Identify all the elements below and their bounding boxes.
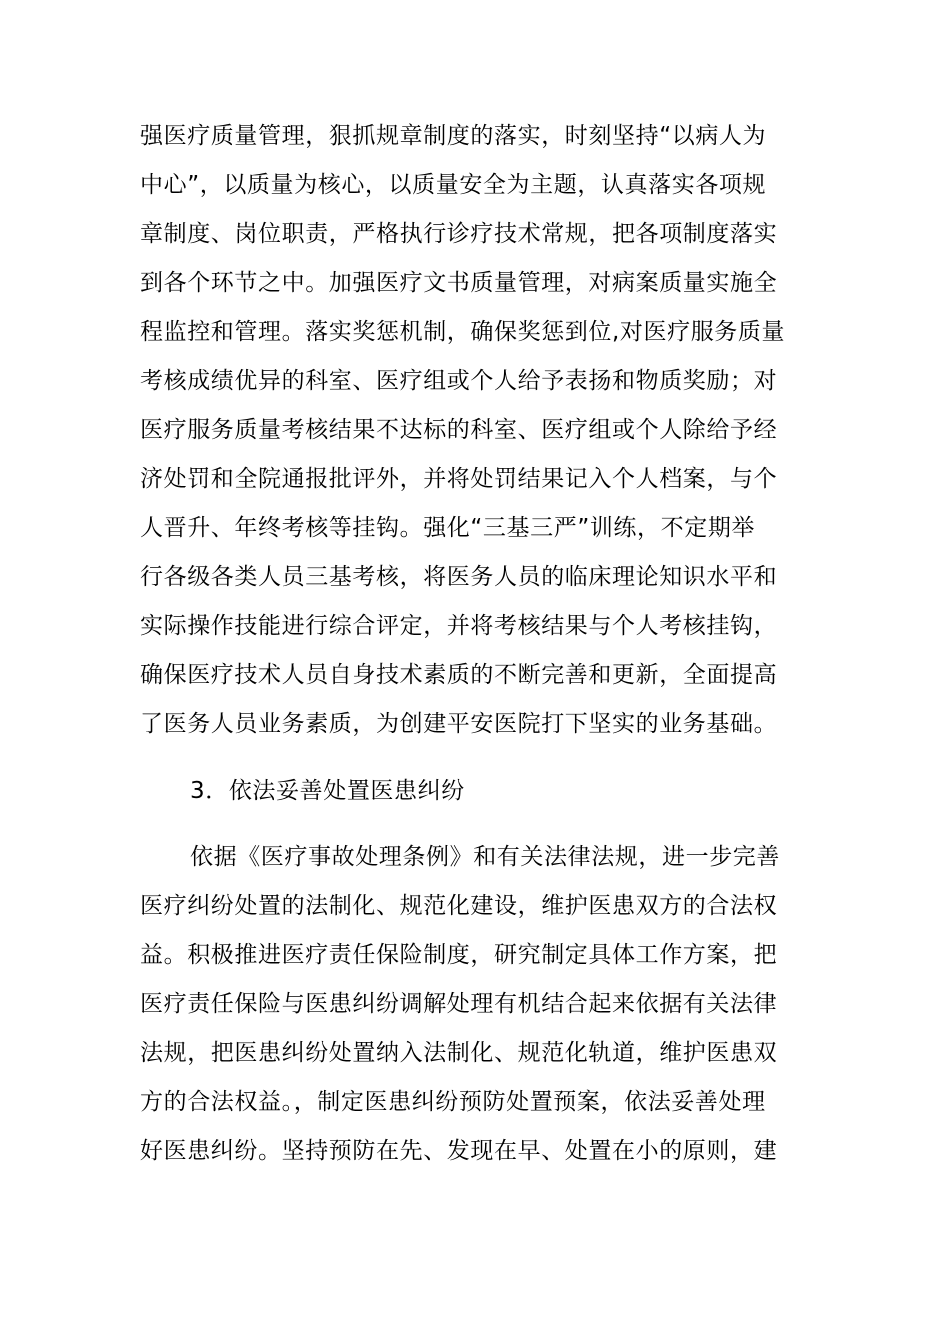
text-line: 实际操作技能进行综合评定，并将考核结果与个人考核挂钩， bbox=[140, 613, 778, 639]
text-line: 医疗纠纷处置的法制化、规范化建设，维护医患双方的合法权 bbox=[140, 893, 778, 919]
text-line: 益。积极推进医疗责任保险制度，研究制定具体工作方案，把 bbox=[140, 942, 778, 968]
text-line: 考核成绩优异的科室、医疗组或个人给予表扬和物质奖励；对 bbox=[140, 368, 778, 394]
text-line: 确保医疗技术人员自身技术素质的不断完善和更新，全面提高 bbox=[140, 662, 778, 688]
text-line: 方的合法权益。，制定医患纠纷预防处置预案，依法妥善处理 bbox=[140, 1089, 766, 1115]
text-line: 强医疗质量管理，狠抓规章制度的落实，时刻坚持“以病人为 bbox=[140, 123, 767, 149]
text-line: 好医患纠纷。坚持预防在先、发现在早、处置在小的原则，建 bbox=[140, 1138, 778, 1164]
text-line: 医疗责任保险与医患纠纷调解处理有机结合起来依据有关法律 bbox=[140, 991, 778, 1017]
section-heading: 3．依法妥善处置医患纠纷 bbox=[190, 778, 465, 804]
text-line: 了医务人员业务素质，为创建平安医院打下坚实的业务基础。 bbox=[140, 711, 778, 737]
text-line: 到各个环节之中。加强医疗文书质量管理，对病案质量实施全 bbox=[140, 270, 778, 296]
paragraph-dispute-handling bbox=[140, 833, 830, 1176]
text-line: 中心”，以质量为核心，以质量安全为主题，认真落实各项规 bbox=[140, 172, 767, 198]
text-line: 济处罚和全院通报批评外，并将处罚结果记入个人档案，与个 bbox=[140, 466, 778, 492]
text-line: 法规，把医患纠纷处置纳入法制化、规范化轨道，维护医患双 bbox=[140, 1040, 778, 1066]
paragraph-quality-management bbox=[140, 112, 830, 749]
text-line: 行各级各类人员三基考核，将医务人员的临床理论知识水平和 bbox=[140, 564, 778, 590]
text-line: 医疗服务质量考核结果不达标的科室、医疗组或个人除给予经 bbox=[140, 417, 778, 443]
text-line: 依据《医疗事故处理条例》和有关法律法规，进一步完善 bbox=[190, 844, 780, 870]
text-line: 程监控和管理。落实奖惩机制，确保奖惩到位,对医疗服务质量 bbox=[140, 319, 786, 345]
text-line: 章制度、岗位职责，严格执行诊疗技术常规，把各项制度落实 bbox=[140, 221, 778, 247]
text-line: 人晋升、年终考核等挂钩。强化“三基三严”训练，不定期举 bbox=[140, 515, 756, 541]
section-heading-block bbox=[140, 767, 830, 816]
